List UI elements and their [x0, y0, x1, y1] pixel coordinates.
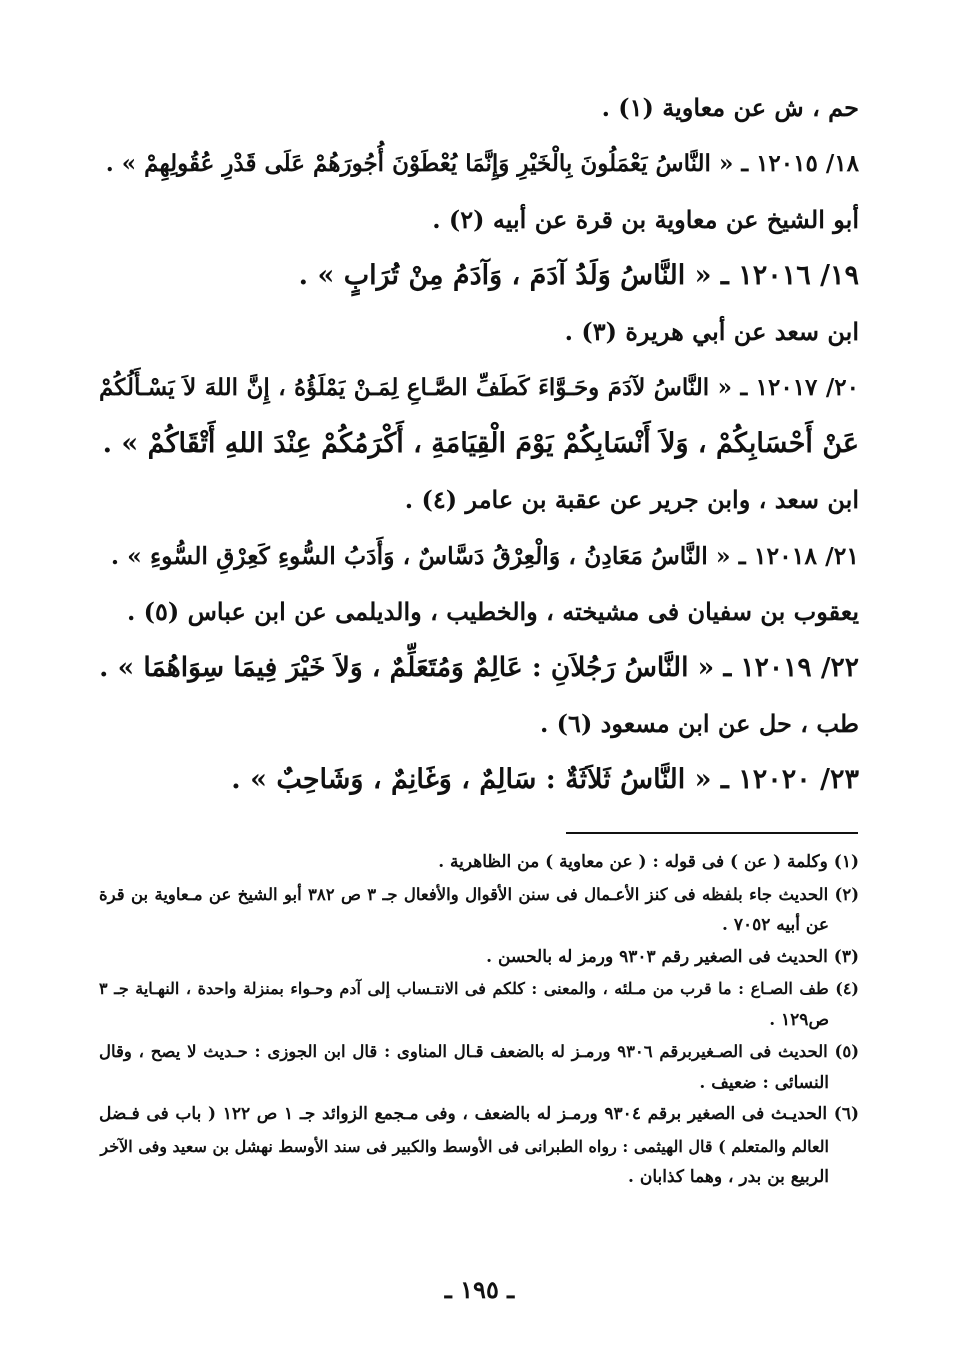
footnote-separator: [566, 832, 858, 834]
footnote-4: (٤) طف الصـاع : ما قرب من مـلئه ، والمعنى : كلكم فى الانتـساب إلى آدم وحـواء بمنزلة واحدة ، النهـاية جـ ٣: [99, 979, 859, 998]
source-line: يعقوب بن سفيان فى مشيخته ، والخطيب ، والديلمى عن ابن عباس (٥) .: [126, 597, 859, 626]
footnotes: [99, 847, 859, 1194]
footnote-2: (٢) الحديث جاء بلفظه فى كنز الأعـمال فى سنن الأقوال والأفعال جـ ٣ ص ٣٨٢ أبو الشيخ عن مـعاوية بن قرة: [99, 884, 860, 904]
source-line: أبو الشيخ عن معاوية بن قرة عن أبيه (٢) .: [432, 205, 859, 234]
hadith-entry-23: ٢٣/ ١٢٠٢٠ ـ « النَّاسُ ثَلاَثَةٌ : سَالِمٌ ، وَغَانِمٌ ، وَشَاحِبٌ » .: [231, 764, 859, 795]
footnote-3: (٣) الحديث فى الصغير رقم ٩٣٠٣ ورمز له بالحسن .: [486, 946, 859, 967]
hadith-entry-21: ٢١/ ١٢٠١٨ ـ « النَّاسُ مَعَادِنُ ، وَالْعِرْقُ دَسَّاسٌ ، وَأَدَبُ السُّوءِ كَعِرْقِ السُّوءِ » .: [110, 542, 859, 570]
main-text: [99, 80, 859, 808]
hadith-entry-19: ١٩/ ١٢٠١٦ ـ « النَّاسُ وَلَدُ آدَمَ ، وَآدَمُ مِنْ تُرَابٍ » .: [298, 260, 859, 291]
footnote-5-continued: النسائى : ضعيف .: [699, 1072, 829, 1093]
page-number: ـ ١٩٥ ـ: [444, 1275, 515, 1304]
footnote-5: (٥) الحديث فى الصـغيربرقم ٩٣٠٦ ورمـز له بالضعف قـال المناوى : قال ابن الجوزى : حـديث لا يصح ، وقال: [99, 1042, 859, 1061]
footnote-1: (١) وكلمة ( عن ) فى قوله : ( عن معاوية ) من الظاهرية .: [438, 852, 859, 872]
hadith-entry-20: ٢٠/ ١٢٠١٧ ـ « النَّاسُ لآدَمَ وحَـوَّاءَ كَطَفِّ الصَّـاعِ لِمَـنْ يَمْلَؤُهُ ، إِنَّ اللهَ لاَ يَسْـأَلُكُمْ: [99, 374, 859, 401]
source-line: ابن سعد عن أبي هريرة (٣) .: [564, 317, 859, 346]
hadith-entry-22: ٢٢/ ١٢٠١٩ ـ « النَّاسُ رَجُلاَنِ : عَالِمٌ وَمُتَعَلِّمٌ ، وَلاَ خَيْرَ فِيمَا سِوَاهُمَا » .: [99, 652, 859, 683]
footnote-6-continued: الربيع بن بدر ، وهما كذابان .: [628, 1167, 829, 1187]
footnote-6-continued: العالم والمتعلم ) قال الهيثمى : رواه الطبرانى فى الأوسط والكبير فى سند الأوسط نهشل بن سعيد وفى الآخر: [100, 1136, 829, 1156]
source-line: ابن سعد ، وابن جرير عن عقبة بن عامر (٤) .: [404, 485, 859, 514]
footnote-2-continued: عن أبيه ٧٠٥٢ .: [722, 915, 829, 935]
source-line: حم ، ش عن معاوية (١) .: [601, 93, 859, 122]
hadith-entry-18: ١٨/ ١٢٠١٥ ـ « النَّاسُ يَعْمَلُونَ بِالْخَيْرِ وَإِنَّمَا يُعْطَوْنَ أُجُورَهُمْ عَلَى قَدْرِ عُقُولِهِمْ » .: [105, 150, 859, 177]
footnote-4-continued: ص١٢٩ .: [769, 1009, 829, 1030]
footnote-6: (٦) الحديـث فى الصغير برقم ٩٣٠٤ ورمـز له بالضعف ، وفى مـجمع الزوائد جـ ١ ص ١٢٢ ( باب فى فـضل: [99, 1104, 860, 1124]
source-line: طب ، حل عن ابن مسعود (٦) .: [539, 709, 859, 738]
hadith-entry-20-continued: عَنْ أَحْسَابِكُمْ ، وَلاَ أَنْسَابِكُمْ يَوْمَ الْقِيَامَةِ ، أَكْرَمُكُمْ عِنْدَ اللهِ أَتْقَاكُمْ » .: [102, 428, 859, 459]
